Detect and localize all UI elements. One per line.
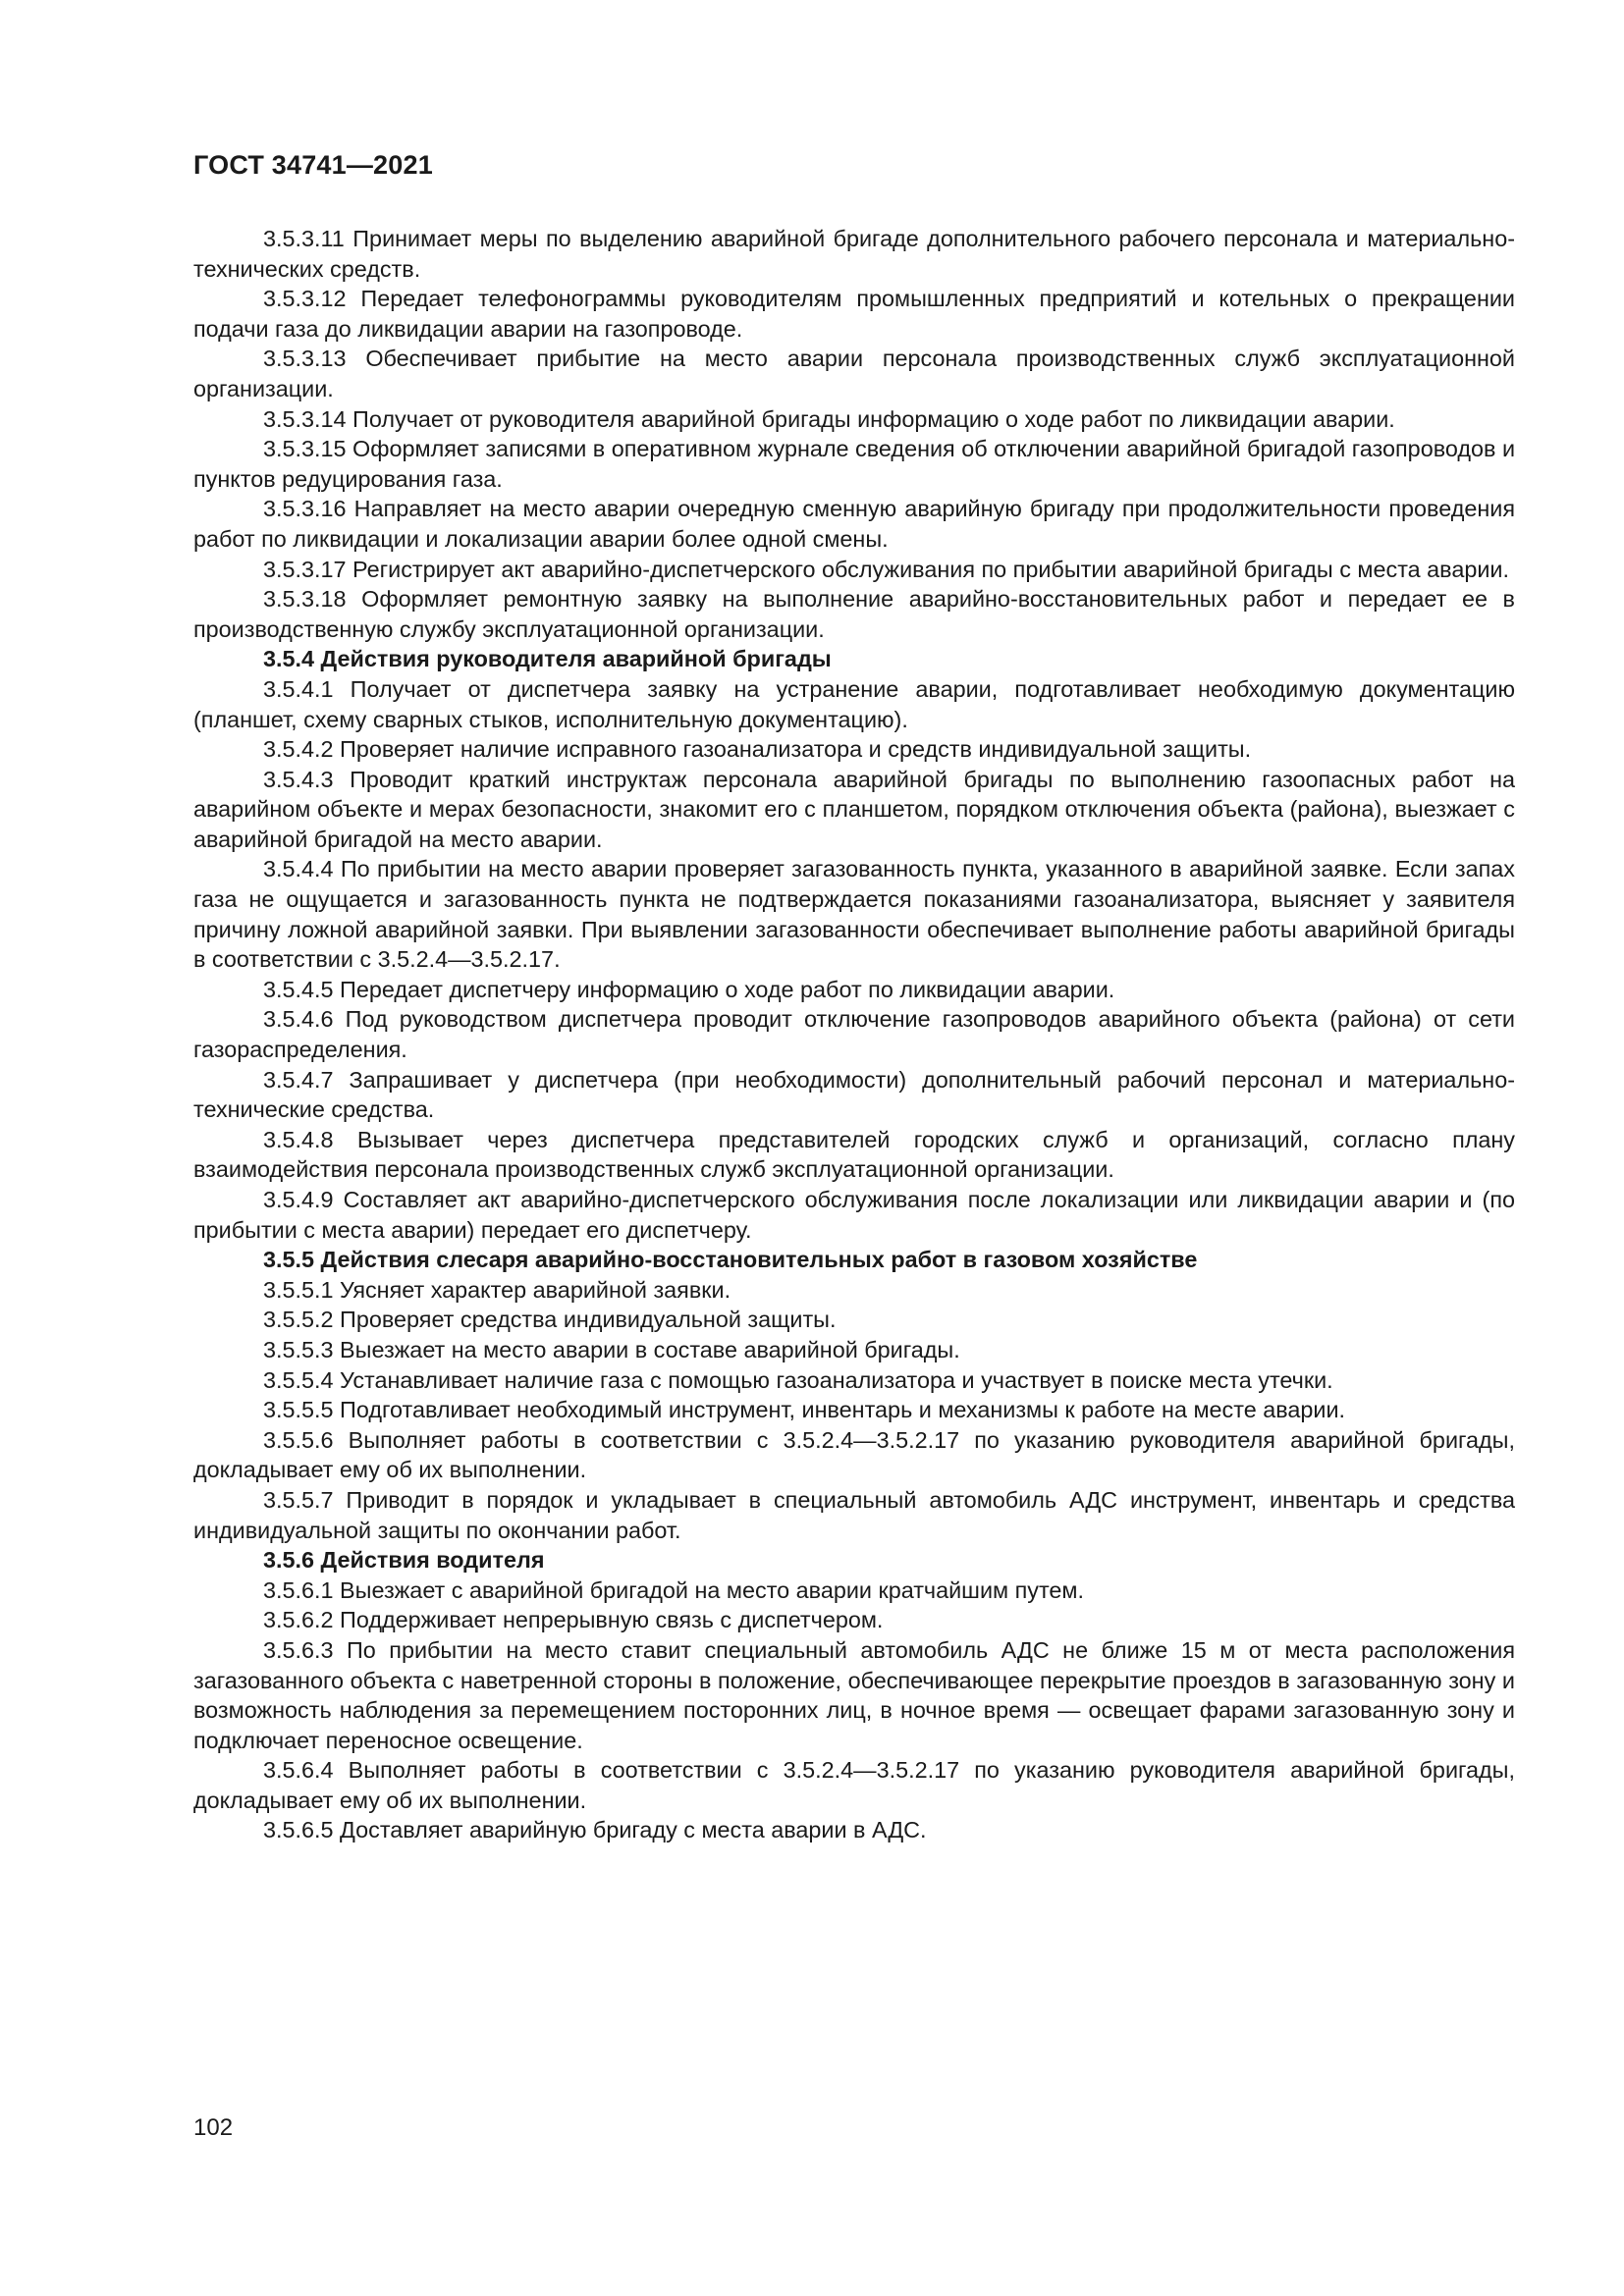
paragraph: 3.5.4.7 Запрашивает у диспетчера (при необходимости) дополнительный рабочий персонал и материально-технические средства. xyxy=(193,1066,1515,1123)
paragraph: 3.5.5.4 Устанавливает наличие газа с помощью газоанализатора и участвует в поиске места утечки. xyxy=(263,1366,1333,1393)
paragraph: 3.5.6.4 Выполняет работы в соответствии с 3.5.2.4—3.5.2.17 по указанию руководителя аварийной бригады, докладывает ему об их выполнении. xyxy=(193,1757,1515,1813)
paragraph: 3.5.4.9 Составляет акт аварийно-диспетчерского обслуживания после локализации или ликвидации аварии и (по прибытии с места аварии) передает его диспетчеру. xyxy=(193,1187,1515,1243)
paragraph: 3.5.4.8 Вызывает через диспетчера представителей городских служб и организаций, согласно плану взаимодействия персонала производственных служб эксплуатационной организации. xyxy=(193,1126,1515,1183)
paragraph: 3.5.5.7 Приводит в порядок и укладывает в специальный автомобиль АДС инструмент, инвентарь и средства индивидуальной защиты по окончании работ. xyxy=(193,1486,1515,1543)
paragraph: 3.5.3.18 Оформляет ремонтную заявку на выполнение аварийно-восстановительных работ и передает ее в производственную службу эксплуатационной организации. xyxy=(193,586,1515,642)
paragraph: 3.5.6.3 По прибытии на место ставит специальный автомобиль АДС не ближе 15 м от места расположения загазованного объекта с наветренной стороны в положение, обеспечивающее перекрытие проездов в загазованную зону и возможность наблюдения за перемещением посторонних лиц, в ночное время — освещает фарами загазованную зону и подключает переносное освещение. xyxy=(193,1636,1515,1753)
document-header: ГОСТ 34741—2021 xyxy=(193,150,433,180)
paragraph: 3.5.4.5 Передает диспетчеру информацию о ходе работ по ликвидации аварии. xyxy=(263,976,1115,1002)
paragraph: 3.5.4.2 Проверяет наличие исправного газоанализатора и средств индивидуальной защиты. xyxy=(263,736,1252,763)
paragraph: 3.5.5.5 Подготавливает необходимый инструмент, инвентарь и механизмы к работе на месте аварии. xyxy=(263,1397,1346,1423)
paragraph: 3.5.4.3 Проводит краткий инструктаж персонала аварийной бригады по выполнению газоопасных работ на аварийном объекте и мерах безопасности, знакомит его с планшетом, порядком отключения объекта (района), выезжает с аварийной бригадой на место аварии. xyxy=(193,766,1515,852)
paragraph: 3.5.4.4 По прибытии на место аварии проверяет загазованность пункта, указанного в аварийной заявке. Если запах газа не ощущается и загазованность пункта не подтверждается показаниями газоанализатора, выясняет у заявителя причину ложной аварийной заявки. При выявлении загазованности обеспечивает выполнение работы аварийной бригады в соответствии с 3.5.2.4—3.5.2.17. xyxy=(193,856,1515,973)
paragraph: 3.5.6.5 Доставляет аварийную бригаду с места аварии в АДС. xyxy=(263,1817,927,1843)
paragraph: 3.5.3.13 Обеспечивает прибытие на место аварии персонала производственных служб эксплуатационной организации. xyxy=(193,346,1515,401)
paragraph: 3.5.5.2 Проверяет средства индивидуальной защиты. xyxy=(263,1307,837,1333)
paragraph: 3.5.5.6 Выполняет работы в соответствии с 3.5.2.4—3.5.2.17 по указанию руководителя аварийной бригады, докладывает ему об их выполнении. xyxy=(193,1426,1515,1483)
section-heading: 3.5.6 Действия водителя xyxy=(263,1547,545,1574)
paragraph: 3.5.3.14 Получает от руководителя аварийной бригады информацию о ходе работ по ликвидации аварии. xyxy=(263,405,1395,432)
paragraph: 3.5.3.12 Передает телефонограммы руководителям промышленных предприятий и котельных о прекращении подачи газа до ликвидации аварии на газопроводе. xyxy=(193,286,1515,342)
paragraph: 3.5.5.1 Уясняет характер аварийной заявки. xyxy=(263,1276,731,1303)
section-heading: 3.5.4 Действия руководителя аварийной бригады xyxy=(263,646,832,672)
paragraph: 3.5.4.1 Получает от диспетчера заявку на устранение аварии, подготавливает необходимую документацию (планшет, схему сварных стыков, исполнительную документацию). xyxy=(193,675,1515,732)
section-heading: 3.5.5 Действия слесаря аварийно-восстановительных работ в газовом хозяйстве xyxy=(263,1247,1198,1273)
paragraph: 3.5.3.16 Направляет на место аварии очередную сменную аварийную бригаду при продолжительности проведения работ по ликвидации и локализации аварии более одной смены. xyxy=(193,496,1515,552)
paragraph: 3.5.6.1 Выезжает с аварийной бригадой на место аварии кратчайшим путем. xyxy=(263,1576,1084,1603)
paragraph: 3.5.3.17 Регистрирует акт аварийно-диспетчерского обслуживания по прибытии аварийной бригады с места аварии. xyxy=(263,556,1509,582)
paragraph: 3.5.5.3 Выезжает на место аварии в составе аварийной бригады. xyxy=(263,1336,960,1362)
document-body xyxy=(193,224,1515,1845)
paragraph: 3.5.3.15 Оформляет записями в оперативном журнале сведения об отключении аварийной бригадой газопроводов и пунктов редуцирования газа. xyxy=(193,436,1516,492)
paragraph: 3.5.6.2 Поддерживает непрерывную связь с диспетчером. xyxy=(263,1607,884,1633)
page-number: 102 xyxy=(193,2114,234,2141)
paragraph: 3.5.4.6 Под руководством диспетчера проводит отключение газопроводов аварийного объекта (района) от сети газораспределения. xyxy=(193,1006,1515,1063)
paragraph: 3.5.3.11 Принимает меры по выделению аварийной бригаде дополнительного рабочего персонала и материально-технических средств. xyxy=(193,226,1515,282)
